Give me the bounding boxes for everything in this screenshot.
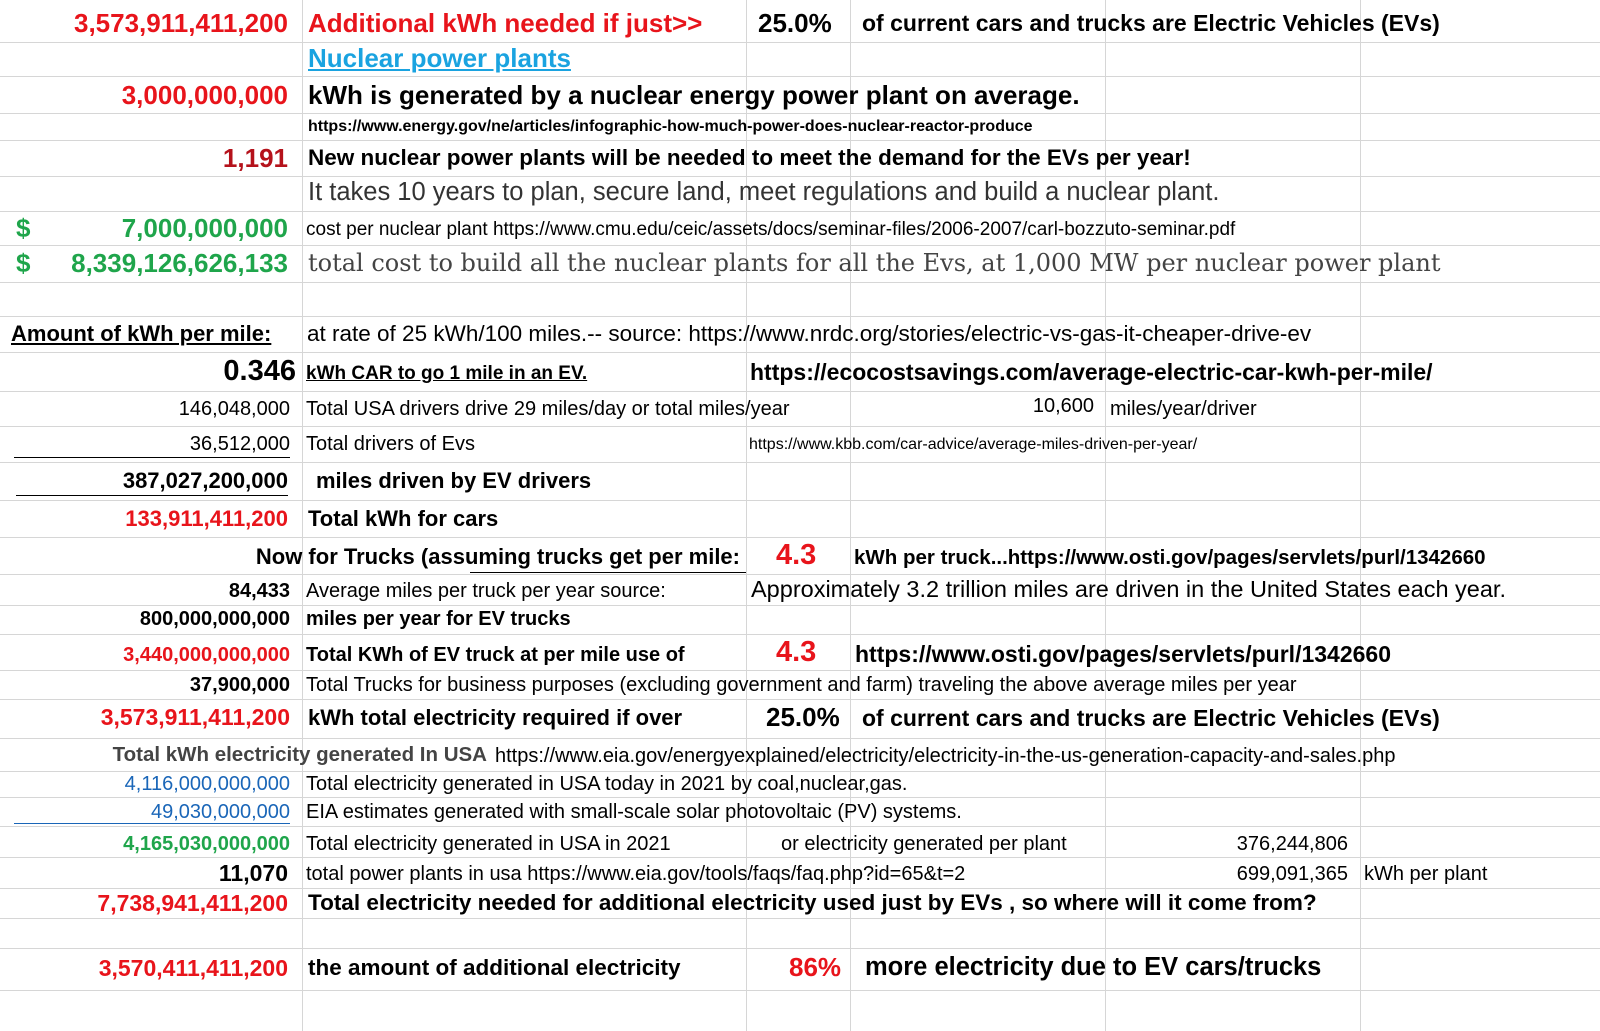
- row-divider: [0, 176, 1600, 177]
- cell-percent[interactable]: 25.0%: [758, 8, 832, 38]
- row-divider: [0, 352, 1600, 353]
- row-divider: [0, 797, 1600, 798]
- cell-text[interactable]: kWh is generated by a nuclear energy power plant on average.: [308, 80, 1080, 110]
- section-label[interactable]: Now for Trucks (assuming trucks get per mile:: [255, 544, 740, 569]
- cell-url[interactable]: https://www.eia.gov/energyexplained/electricity/electricity-in-the-us-generation-capacity-and-sales.php: [495, 745, 1396, 767]
- cell-url[interactable]: https://www.osti.gov/pages/servlets/purl/1342660: [855, 641, 1391, 667]
- currency-symbol: $: [16, 213, 31, 243]
- row-divider: [0, 76, 1600, 77]
- cell-text[interactable]: Total electricity generated in USA in 2021: [306, 833, 671, 855]
- row-divider: [0, 113, 1600, 114]
- row-divider: [0, 537, 1600, 538]
- row-divider: [0, 771, 1600, 772]
- cell-value[interactable]: 3,440,000,000,000: [123, 644, 290, 666]
- cell-text[interactable]: cost per nuclear plant https://www.cmu.edu/ceic/assets/docs/seminar-files/2006-2007/carl-bozzuto-seminar.pdf: [306, 219, 1236, 240]
- cell-value[interactable]: 7,738,941,411,200: [97, 890, 288, 916]
- cell-text[interactable]: kWh per plant: [1364, 863, 1488, 885]
- cell-value[interactable]: 3,570,411,411,200: [98, 955, 288, 981]
- row-divider: [0, 857, 1600, 858]
- cell-text[interactable]: Total USA drivers drive 29 miles/day or total miles/year: [306, 398, 790, 420]
- cell-value[interactable]: 376,244,806: [1236, 833, 1348, 855]
- row-divider: [0, 282, 1600, 283]
- cell-url[interactable]: https://www.kbb.com/car-advice/average-miles-driven-per-year/: [749, 436, 1198, 453]
- cell-text[interactable]: Total drivers of Evs: [306, 433, 475, 455]
- row-divider: [0, 426, 1600, 427]
- cell-text[interactable]: Total kWh for cars: [308, 506, 499, 531]
- cell-value[interactable]: 11,070: [218, 860, 288, 886]
- row-divider: [0, 42, 1600, 43]
- sum-underline: [14, 457, 290, 458]
- row-divider: [0, 605, 1600, 606]
- cell-value[interactable]: 36,512,000: [189, 433, 290, 455]
- cell-text[interactable]: Average miles per truck per year source:: [306, 580, 666, 602]
- row-divider: [0, 211, 1600, 212]
- cell-value[interactable]: 800,000,000,000: [139, 608, 290, 630]
- cell-text[interactable]: Additional kWh needed if just>>: [308, 8, 703, 38]
- column-divider: [302, 0, 303, 1031]
- cell-text[interactable]: of current cars and trucks are Electric Vehicles (EVs): [862, 705, 1440, 731]
- row-divider: [0, 391, 1600, 392]
- cell-percent[interactable]: 25.0%: [766, 702, 840, 732]
- row-divider: [0, 826, 1600, 827]
- cell-text[interactable]: of current cars and trucks are Electric Vehicles (EVs): [862, 10, 1440, 36]
- cell-text[interactable]: Total electricity generated in USA today in 2021 by coal,nuclear,gas.: [306, 773, 908, 795]
- cell-percent[interactable]: 86%: [789, 952, 842, 982]
- row-divider: [0, 245, 1600, 246]
- cell-rate[interactable]: 4.3: [776, 539, 817, 571]
- cell-value[interactable]: 8,339,126,626,133: [71, 248, 288, 278]
- cell-value[interactable]: 1,191: [222, 143, 288, 173]
- cell-text[interactable]: miles/year/driver: [1110, 398, 1257, 420]
- sum-underline: [16, 495, 288, 496]
- cell-rate[interactable]: 4.3: [776, 636, 817, 668]
- row-divider: [0, 888, 1600, 889]
- sum-underline: [14, 823, 290, 824]
- row-divider: [0, 738, 1600, 739]
- row-divider: [0, 316, 1600, 317]
- cell-text[interactable]: Total electricity needed for additional electricity used just by EVs , so where will it come from?: [308, 890, 1317, 915]
- nuclear-power-plants-link[interactable]: Nuclear power plants: [308, 43, 571, 73]
- section-label[interactable]: Total kWh electricity generated In USA: [112, 743, 487, 766]
- label-underline: [470, 572, 746, 573]
- cell-text[interactable]: miles driven by EV drivers: [316, 468, 592, 493]
- cell-value[interactable]: 37,900,000: [189, 674, 290, 696]
- section-label[interactable]: Amount of kWh per mile:: [11, 321, 272, 346]
- cell-value[interactable]: 7,000,000,000: [121, 213, 288, 243]
- cell-text[interactable]: total cost to build all the nuclear plants for all the Evs, at 1,000 MW per nuclear power plant: [308, 249, 1441, 277]
- cell-text[interactable]: miles per year for EV trucks: [306, 608, 571, 630]
- cell-text[interactable]: Approximately 3.2 trillion miles are driven in the United States each year.: [751, 576, 1506, 602]
- cell-text[interactable]: It takes 10 years to plan, secure land, meet regulations and build a nuclear plant.: [308, 178, 1220, 206]
- cell-text[interactable]: New nuclear power plants will be needed to meet the demand for the EVs per year!: [308, 145, 1191, 170]
- cell-text[interactable]: kWh CAR to go 1 mile in an EV.: [306, 363, 588, 384]
- cell-url[interactable]: https://www.energy.gov/ne/articles/infographic-how-much-power-does-nuclear-reactor-produce: [308, 118, 1033, 135]
- cell-text[interactable]: kWh per truck...https://www.osti.gov/pages/servlets/purl/1342660: [854, 546, 1486, 569]
- row-divider: [0, 670, 1600, 671]
- row-divider: [0, 574, 1600, 575]
- cell-value[interactable]: 387,027,200,000: [122, 468, 288, 493]
- currency-symbol: $: [16, 248, 31, 278]
- cell-text[interactable]: or electricity generated per plant: [781, 833, 1067, 855]
- cell-value[interactable]: 133,911,411,200: [125, 506, 288, 531]
- cell-text[interactable]: at rate of 25 kWh/100 miles.-- source: https://www.nrdc.org/stories/electric-vs-gas-it-cheaper-drive-ev: [307, 321, 1312, 346]
- cell-text[interactable]: total power plants in usa https://www.eia.gov/tools/faqs/faq.php?id=65&t=2: [306, 863, 966, 885]
- cell-text[interactable]: Total KWh of EV truck at per mile use of: [306, 644, 685, 666]
- cell-value[interactable]: 3,000,000,000: [121, 80, 288, 110]
- cell-text[interactable]: EIA estimates generated with small-scale solar photovoltaic (PV) systems.: [306, 801, 962, 823]
- cell-value[interactable]: 146,048,000: [178, 398, 290, 420]
- cell-value[interactable]: 4,165,030,000,000: [123, 833, 290, 855]
- cell-value[interactable]: 10,600: [1032, 395, 1094, 417]
- row-divider: [0, 462, 1600, 463]
- cell-url[interactable]: https://ecocostsavings.com/average-electric-car-kwh-per-mile/: [750, 359, 1433, 385]
- cell-text[interactable]: Total Trucks for business purposes (excluding government and farm) traveling the above average miles per year: [306, 674, 1297, 696]
- row-divider: [0, 634, 1600, 635]
- cell-value[interactable]: 0.346: [223, 355, 296, 387]
- row-divider: [0, 948, 1600, 949]
- cell-value[interactable]: 3,573,911,411,200: [73, 8, 288, 38]
- cell-text[interactable]: kWh total electricity required if over: [308, 705, 683, 730]
- row-divider: [0, 140, 1600, 141]
- row-divider: [0, 699, 1600, 700]
- column-divider: [1360, 0, 1361, 1031]
- cell-value[interactable]: 84,433: [228, 580, 290, 602]
- cell-value[interactable]: 699,091,365: [1236, 863, 1348, 885]
- cell-value[interactable]: 49,030,000,000: [150, 801, 290, 823]
- row-divider: [0, 918, 1600, 919]
- cell-text[interactable]: the amount of additional electricity: [308, 955, 681, 980]
- cell-value[interactable]: 4,116,000,000,000: [124, 773, 290, 795]
- cell-value[interactable]: 3,573,911,411,200: [100, 704, 290, 730]
- row-divider: [0, 500, 1600, 501]
- row-divider: [0, 990, 1600, 991]
- cell-text[interactable]: more electricity due to EV cars/trucks: [865, 953, 1322, 981]
